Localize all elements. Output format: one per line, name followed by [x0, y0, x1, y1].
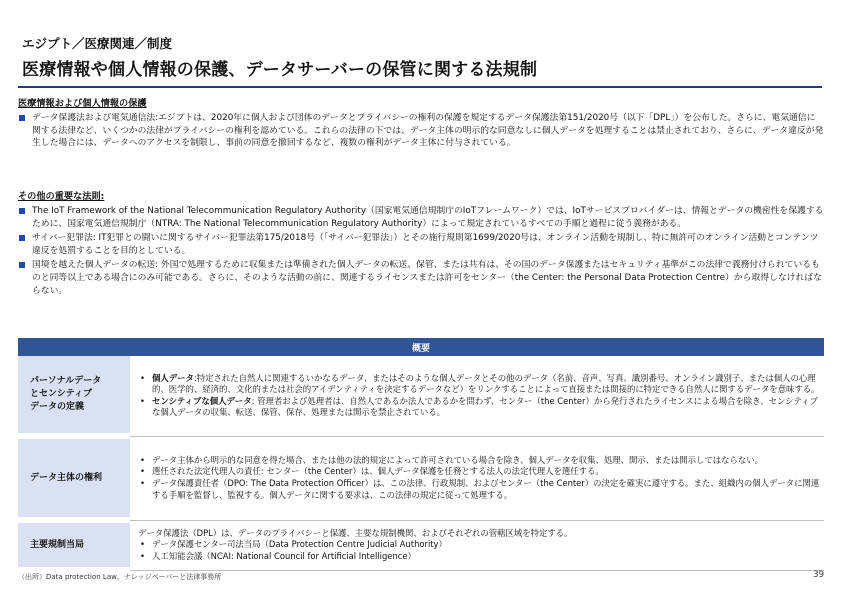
definition: :特定された自然人に関連するいかなるデータ、またはそのような個人データとその他のデータ（名前、音声、写真、識別番号、オンライン識別子、または個人の心理的、医学的、経済的、文化的または社会的アイデンティティを決定するデータなど）をリンクすることによって直接または間接的に特定できる自然人に関するデータを意味する。 [152, 372, 820, 395]
title-divider [18, 86, 822, 88]
row-label [18, 356, 130, 436]
page-number: 39 [813, 570, 824, 580]
definition: : 管理者および処理者は、自然人であるか法人であるかを問わず、センター（the Center）から発行されたライセンスによる場合を除き、センシティブな個人データの収集、転送、保管、保存、処理または開示を禁止されている。 [152, 395, 818, 418]
bullet-dot-icon: • [140, 454, 145, 465]
list-item-text: 人工知能会議（NCAI: National Council for Artificial Intelligence） [152, 550, 416, 561]
bullet-text: データ保護法および電気通信法:エジプトは、2020年に個人および団体のデータとプライバシーの権利の保護を規定するデータ保護法第151/2020号（以下「DPL」）を公布した。さらに、電気通信に関する法律など、いくつかの法律がプライバシーの権利を認めている。これらの法律の下では、データ主体の明示的な同意なしに個人データを処理することは禁止されており、さらに、データ違反が発生した場合には、データへのアクセスを制限し、事前の同意を撤回するなど、複数の権利がデータ主体に付与されている。 [32, 113, 824, 149]
breadcrumb: エジプト／医療関連／制度 [22, 36, 173, 51]
square-bullet-icon [19, 235, 25, 241]
square-bullet-icon [19, 115, 25, 121]
table-header-row [18, 338, 824, 356]
list-item [138, 466, 820, 478]
list-item [138, 455, 820, 467]
source-note: （出所）Data protection Law、ナレッジペーパーと法律事務所 [18, 573, 222, 581]
bullet-item [18, 232, 824, 257]
bullet-text: サイバー犯罪法: IT犯罪との闘いに関するサイバー犯罪法第175/2018号（「サイバー犯罪法」）とその施行規則第1699/2020号は、オンライン活動を規制し、特に無許可のオンライン活動とコンテンツ違反を処罰することを目的としている。 [32, 233, 819, 256]
section-heading: その他の重要な法則: [18, 191, 105, 202]
table-row [18, 436, 824, 520]
list-item [138, 478, 820, 501]
row-label: 主要規制当局 [18, 520, 130, 570]
list-item-text: データ主体から明示的な同意を得た場合、または他の法的規定によって許可されている場合を除き、個人データを収集、処理、開示、または開示してはならない。 [152, 454, 764, 465]
bullet-dot-icon: • [140, 539, 145, 550]
section-other-laws [18, 188, 824, 299]
table-row [18, 356, 824, 436]
row-label-line: パーソナルデータ [30, 376, 102, 386]
section-medical-personal-info [18, 95, 824, 152]
bullet-dot-icon: • [140, 550, 145, 561]
list-item [138, 539, 820, 551]
bullet-text: 国境を越えた個人データの転送: 外国で処理するために収集または準備された個人データの転送、保管、または共有は、その国のデータ保護またはセキュリティ基準がこの法律で義務付けられているものと同等以上である場合にのみ可能である。さらに、そのような活動の前に、関連するライセンスまたは許可をセンター（the Center: the Personal Data Protection Centre）から取得しなければならない。 [32, 260, 822, 296]
row-lead-text: データ保護法（DPL）は、データのプライバシーと保護、主要な規制機関、およびそれぞれの管轄区域を特定する。 [138, 527, 573, 538]
list-item [138, 396, 820, 419]
term: 個人データ [152, 372, 194, 383]
row-label-line: データの定義 [30, 402, 85, 412]
square-bullet-icon [19, 208, 25, 214]
list-item [138, 373, 820, 396]
row-label-line: とセンシティブ [30, 389, 93, 399]
table-header: 概要 [18, 338, 824, 356]
list-item [138, 551, 820, 563]
page-title: 医療情報や個人情報の保護、データサーバーの保管に関する法規制 [22, 60, 538, 80]
row-content [130, 436, 824, 520]
bullet-text: The IoT Framework of the National Telecommunication Regulatory Authority（国家電気通信規制庁のIoTフレームワーク）では、IoTサービスプロバイダーは、情報とデータの機密性を保護するために、国家電気通信規制庁（NTRA: The National Telecommunication Regulatory Authority）によって規定されているすべての手順と過程に従う義務がある。 [32, 206, 824, 229]
term: センシティブな個人データ [152, 395, 252, 406]
bullet-dot-icon: • [140, 395, 145, 406]
row-content [130, 356, 824, 436]
list-item-text: データ保護センター司法当局（Data Protection Centre Judicial Authority） [152, 539, 447, 550]
row-label: データ主体の権利 [18, 436, 130, 520]
bullet-item [18, 259, 824, 297]
list-item-text: 選任された法定代理人の責任: センター（the Center）は、個人データ保護を任務とする法人の法定代理人を選任する。 [152, 466, 604, 477]
bullet-item [18, 205, 824, 230]
list-item-text: データ保護責任者（DPO: The Data Protection Officer）は、この法律、行政規制、およびセンター（the Center）の決定を確実に遵守する。また、組織内の個人データに関連する手順を監督し、監視する。個人データに関する要求は、この法律の規定に従って処理する。 [152, 478, 820, 500]
bullet-dot-icon: • [140, 372, 145, 383]
bullet-item [18, 112, 824, 150]
table-row [18, 520, 824, 570]
bullet-dot-icon: • [140, 478, 145, 488]
square-bullet-icon [19, 262, 25, 268]
row-content [130, 520, 824, 570]
summary-table [18, 338, 824, 573]
bullet-dot-icon: • [140, 466, 145, 477]
section-heading: 医療情報および個人情報の保護 [18, 98, 147, 109]
